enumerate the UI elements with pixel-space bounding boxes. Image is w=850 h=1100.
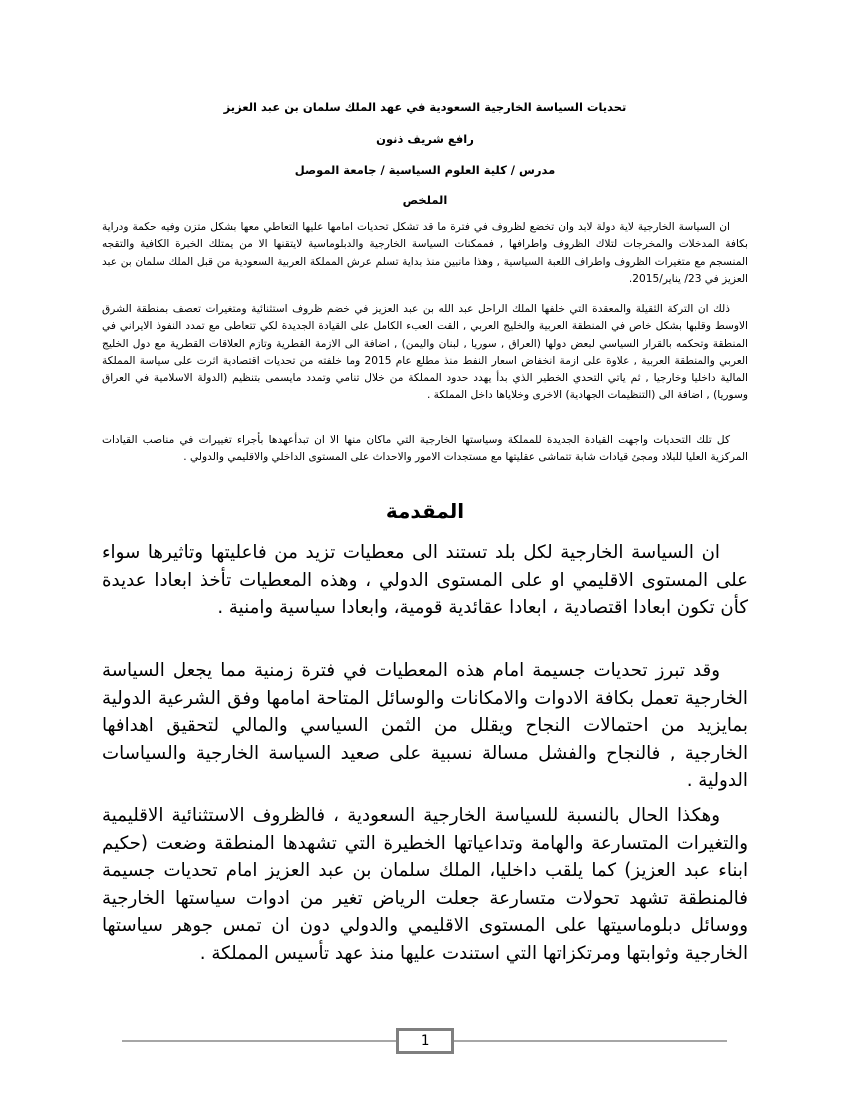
body-paragraph	[102, 657, 748, 795]
section-heading: المقدمة	[385, 499, 465, 523]
body-paragraph	[102, 802, 748, 967]
paper-title: تحديات السياسة الخارجية السعودية في عهد الملك سلمان بن عبد العزيز	[223, 100, 627, 114]
abstract-paragraph-text: كل تلك التحديات واجهت القيادة الجديدة للمملكة وسياستها الخارجية التي ماكان منها الا ان تبدأعهدها بأجراء تغييرات في مناصب القيادات المركزية العليا للبلاد ومجئ قيادات شابة تتماشى عقليتها مع مستجدات الامور والاحداث على المستوى الداخلي والاقليمي والدولي .	[102, 434, 748, 464]
abstract-paragraph-text: ذلك ان التركة الثقيلة والمعقدة التي خلفها الملك الراحل عبد الله بن عبد العزيز في خضم ظروف استثنائية ومتغيرات تعصف بمنطقة الشرق الاوسط وقلبها بشكل خاص في المنطقة العربية والخليج العربي , القت العبء الكامل على القيادة الجديدة لكي تتعاطى مع تمدد النفوذ الايراني في المنطقة وتحكمه بالقرار السياسي لبعض دولها (العراق , سوريا , لبنان واليمن) , اضافة الى الازمة القطرية وتازم العلاقات القطرية مع دول الخليج العربي والمنطقة العربية , علاوة على ازمة انخفاض اسعار النفط منذ مطلع عام 2015 وما خلفته من تحديات اقتصادية اثرت على سياسة المملكة المالية داخليا وخارجيا , ثم ياتي التحدي الخطير الذي بدأ يهدد حدود المملكة من خلال تنامي وتمدد مايسمى بتنظيم (الدولة الاسلامية في العراق وسوريا) , اضافة الى (التنظيمات الجهادية) الاخرى وخلاياها داخل المملكة .	[102, 303, 749, 402]
abstract-paragraph	[102, 301, 748, 405]
author-name: رافع شريف ذنون	[376, 132, 474, 146]
body-paragraph-text: وقد تبرز تحديات جسيمة امام هذه المعطيات في فترة زمنية مما يجعل السياسة الخارجية تعمل بكافة الادوات والامكانات والوسائل المتاحة امامها وفق الشرعية الدولية بمايزيد من احتمالات النجاح ويقلل من الثمن السياسي والمالي لتحقيق اهدافها الخارجية , فالنجاح والفشل مسالة نسبية على صعيد السياسة الخارجية والسياسات الدولية .	[102, 660, 748, 791]
body-paragraph-text: وهكذا الحال بالنسبة للسياسة الخارجية السعودية ، فالظروف الاستثنائية الاقليمية والتغيرات المتسارعة والهامة وتداعياتها الخطيرة التي تشهدها المنطقة وضعت (حكيم ابناء عبد العزيز) كما يلقب داخليا، الملك سلمان بن عبد العزيز امام تحديات جسيمة فالمنطقة تشهد تحولات متسارعة جعلت الرياض تغير من ادوات سياستها الخارجية ووسائل دبلوماسيتها على المستوى الاقليمي والدولي دون ان تمس جوهر سياستها الخارجية وثوابتها ومرتكزاتها التي استندت عليها منذ عهد تأسيس المملكة .	[102, 805, 748, 964]
abstract-heading: الملخص	[402, 193, 448, 207]
body-paragraph	[102, 539, 748, 622]
document-page	[102, 0, 748, 1100]
abstract-paragraph	[102, 219, 748, 288]
abstract-paragraph	[102, 432, 748, 467]
body-paragraph-text: ان السياسة الخارجية لكل بلد تستند الى معطيات تزيد من فاعليتها وتاثيرها سواء على المستوى الاقليمي او على المستوى الدولي ، وهذه المعطيات تأخذ ابعادا عديدة كأن تكون ابعادا اقتصادية ، ابعادا عقائدية قومية، وابعادا سياسية وامنية .	[102, 542, 748, 618]
abstract-paragraph-text: ان السياسة الخارجية لاية دولة لابد وان تخضع لظروف في فترة ما قد تشكل تحديات امامها عليها التعاطي معها بشكل متزن وفيه حكمة ودراية بكافة المدخلات والمخرجات لتلاك الظروف واطرافها , فممكنات السياسة الخارجية والدبلوماسية لايتقنها الا من يمتلك الخبرة الكافية والتقجه المنسجم مع متغيرات الظروف واطراف اللعبة السياسية , وهذا مانبين منذ بداية تسلم عرش المملكة العربية السعودية من قبل الملك سلمان بن عبد العزيز في 23/ يناير/2015.	[102, 221, 748, 285]
page-number: 1	[420, 1033, 430, 1049]
author-affiliation: مدرس / كلية العلوم السياسية / جامعة الموصل	[294, 163, 556, 177]
page-number-box	[396, 1028, 454, 1054]
